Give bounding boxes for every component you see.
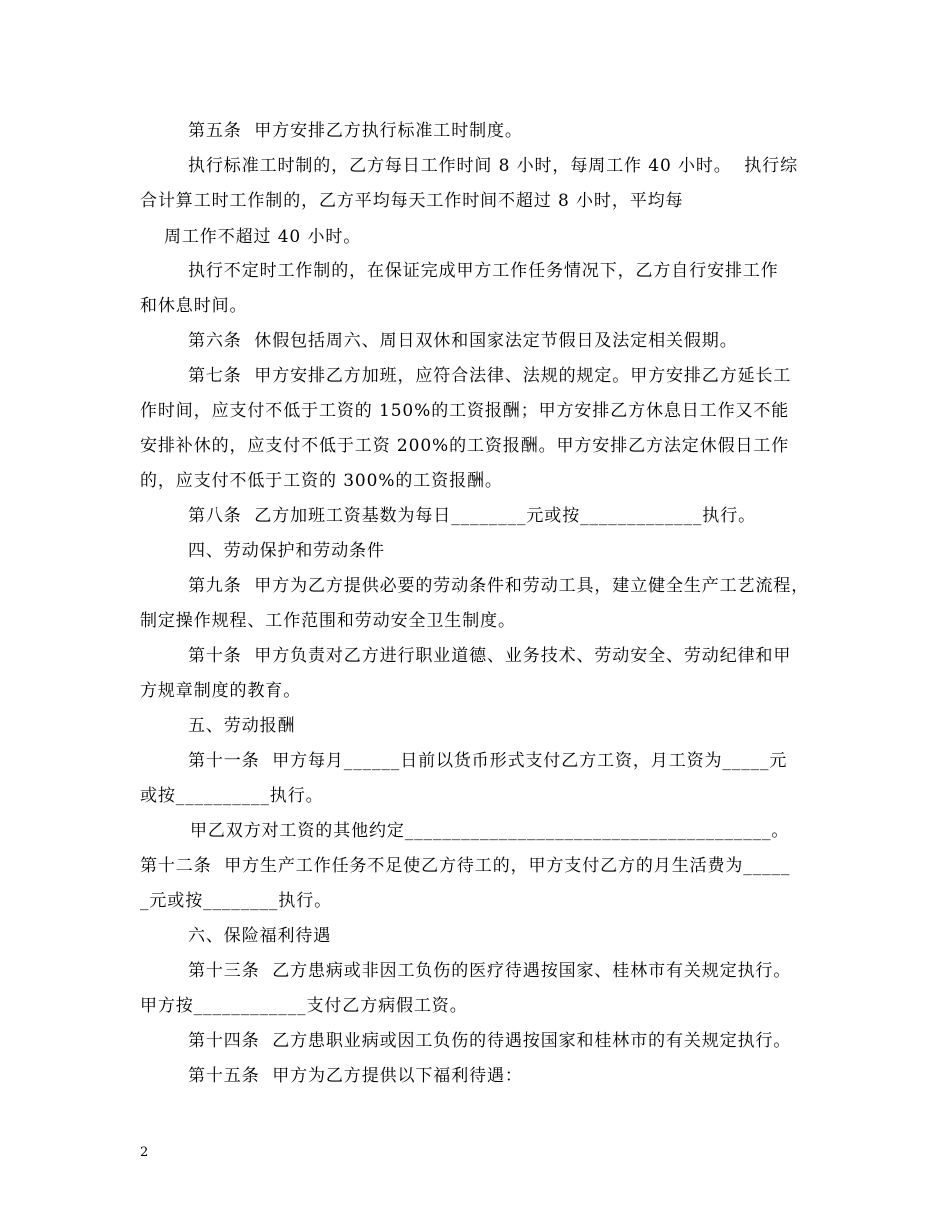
text-line: 周工作不超过 40 小时。: [164, 227, 362, 247]
text-line: 第十一条 甲方每月______日前以货币形式支付乙方工资，月工资为_____元: [188, 751, 788, 771]
text-line: 第九条 甲方为乙方提供必要的劳动条件和劳动工具，建立健全生产工艺流程，: [188, 576, 810, 596]
text-line: 第十二条 甲方生产工作任务不足使乙方待工的，甲方支付乙方的月生活费为_____: [140, 856, 791, 876]
text-line: 甲乙双方对工资的其他约定_______________________________________。: [190, 821, 790, 841]
text-line: 执行不定时工作制的，在保证完成甲方工作任务情况下，乙方自行安排工作: [188, 261, 779, 281]
text-line: 作时间，应支付不低于工资的 150%的工资报酬；甲方安排乙方休息日工作又不能: [140, 401, 790, 421]
text-line: 第五条 甲方安排乙方执行标准工时制度。: [188, 121, 523, 141]
section-heading: 四、劳动保护和劳动条件: [188, 541, 385, 561]
text-line: 第十条 甲方负责对乙方进行职业道德、业务技术、劳动安全、劳动纪律和甲: [188, 646, 792, 666]
text-line: 安排补休的，应支付不低于工资 200%的工资报酬。甲方安排乙方法定休假日工作: [140, 436, 790, 456]
text-line: 甲方按____________支付乙方病假工资。: [140, 996, 468, 1016]
text-line: 第十五条 甲方为乙方提供以下福利待遇：: [188, 1066, 523, 1086]
page-number: 2: [140, 1145, 149, 1160]
text-line: _元或按________执行。: [140, 891, 332, 911]
text-line: 合计算工时工作制的，乙方平均每天工作时间不超过 8 小时，平均每: [140, 191, 684, 211]
text-line: 第七条 甲方安排乙方加班，应符合法律、法规的规定。甲方安排乙方延长工: [188, 366, 792, 386]
text-line: 第八条 乙方加班工资基数为每日________元或按_____________执行。: [188, 506, 757, 526]
section-heading: 五、劳动报酬: [188, 716, 296, 736]
text-line: 或按__________执行。: [140, 786, 324, 806]
text-line: 执行标准工时制的，乙方每日工作时间 8 小时，每周工作 40 小时。 执行综: [188, 156, 798, 176]
text-line: 制定操作规程、工作范围和劳动安全卫生制度。: [140, 611, 516, 631]
text-line: 方规章制度的教育。: [140, 681, 302, 701]
text-line: 第十四条 乙方患职业病或因工负伤的待遇按国家和桂林市的有关规定执行。: [188, 1031, 792, 1051]
text-line: 的，应支付不低于工资的 300%的工资报酬。: [140, 471, 503, 491]
text-line: 和休息时间。: [140, 296, 248, 316]
text-line: 第六条 休假包括周六、周日双休和国家法定节假日及法定相关假期。: [188, 331, 738, 351]
section-heading: 六、保险福利待遇: [188, 926, 332, 946]
text-line: 第十三条 乙方患病或非因工负伤的医疗待遇按国家、桂林市有关规定执行。: [188, 961, 792, 981]
